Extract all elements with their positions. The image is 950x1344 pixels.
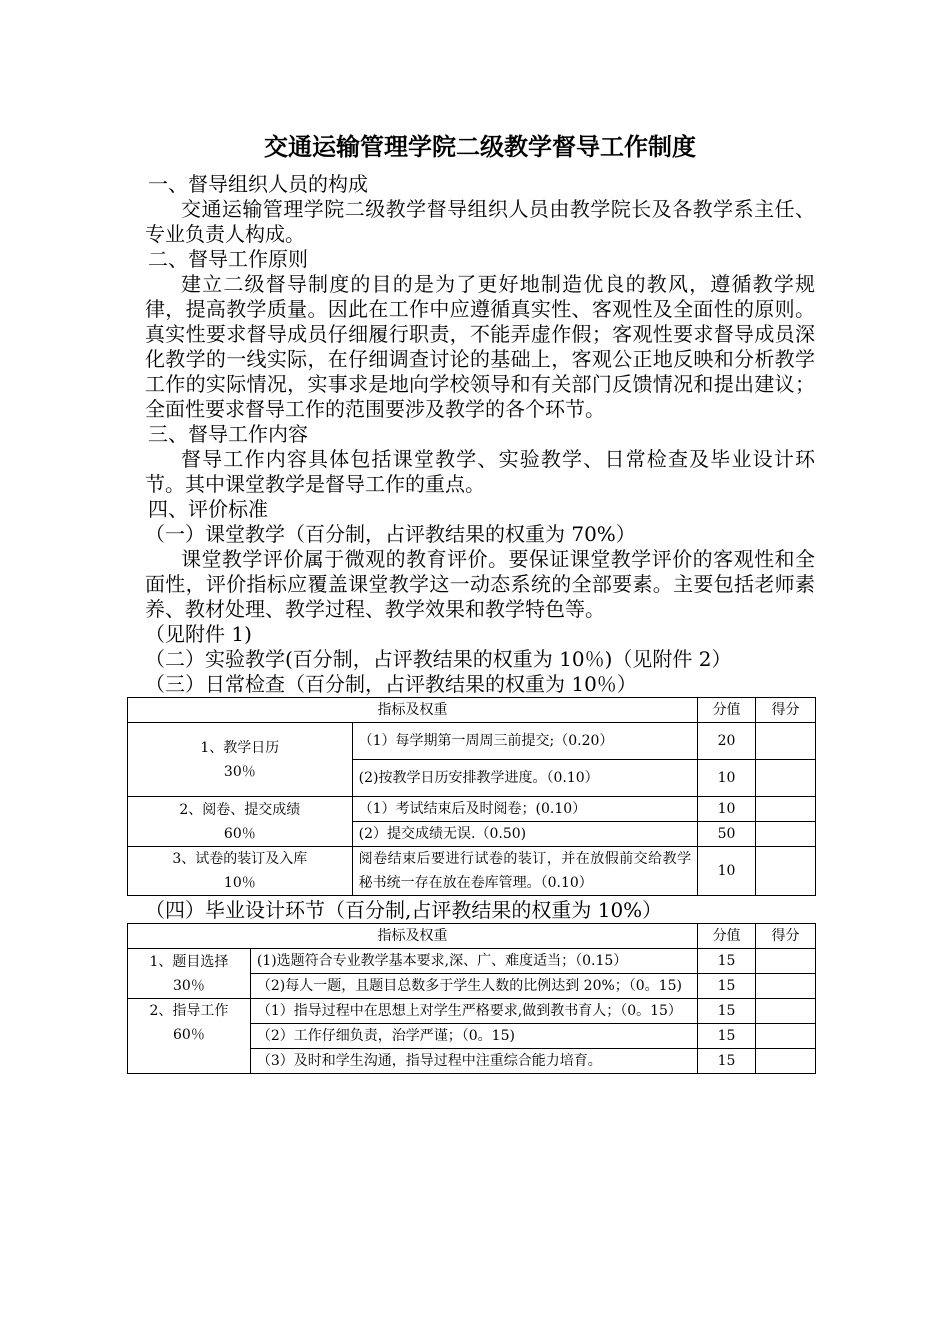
group-cell (128, 723, 353, 797)
section-3-body: 督导工作内容具体包括课堂教学、实验教学、日常检查及毕业设计环节。其中课堂教学是督导工作的重点。 (145, 447, 815, 496)
got-cell (756, 1024, 816, 1049)
section-1-heading: 一、督导组织人员的构成 (148, 172, 368, 196)
table-row (128, 723, 816, 760)
table-row (128, 847, 816, 896)
table-row (128, 999, 816, 1024)
header-score: 分值 (698, 924, 756, 949)
table-header-row (128, 924, 816, 949)
score-cell: 15 (698, 1024, 756, 1049)
group-weight: 30％ (223, 763, 256, 780)
score-cell: 15 (698, 1049, 756, 1074)
section-3-heading: 三、督导工作内容 (148, 422, 308, 446)
group-name: 2、阅卷、提交成绩 (179, 801, 301, 818)
daily-check-table (127, 697, 816, 896)
score-cell: 15 (698, 999, 756, 1024)
item-cell: (2)按教学日历安排教学进度。（0.10） (352, 760, 697, 797)
group-cell (128, 797, 353, 847)
got-cell (756, 999, 816, 1024)
header-got: 得分 (756, 924, 816, 949)
section-2-heading: 二、督导工作原则 (148, 247, 308, 271)
item-cell: （3）及时和学生沟通，指导过程中注重综合能力培育。 (250, 1049, 697, 1074)
got-cell (756, 760, 816, 797)
score-cell: 10 (698, 797, 756, 822)
document-page (145, 130, 815, 1074)
item-cell: （2)每人一题，且题目总数多于学生人数的比例达到 20%；（0。15) (250, 974, 697, 999)
got-cell (756, 1049, 816, 1074)
item-cell: (2）提交成绩无误.（0.50) (352, 822, 697, 847)
item-cell: （1）每学期第一周周三前提交;（0.20） (352, 723, 697, 760)
got-cell (756, 974, 816, 999)
group-weight: 60％ (223, 825, 256, 842)
score-cell: 15 (698, 949, 756, 974)
score-cell: 20 (698, 723, 756, 760)
section-4-1-body: 课堂教学评价属于微观的教育评价。要保证课堂教学评价的客观性和全面性，评价指标应覆盖课堂教学这一动态系统的全部要素。主要包括老师素养、教材处理、教学过程、教学效果和教学特色等。 (145, 547, 815, 621)
group-weight: 10％ (223, 875, 256, 891)
group-cell (128, 847, 353, 896)
section-2-body: 建立二级督导制度的目的是为了更好地制造优良的教风，遵循教学规律，提高教学质量。因此在工作中应遵循真实性、客观性及全面性的原则。真实性要求督导成员仔细履行职责，不能弄虚作假；客观性要求督导成员深化教学的一线实际，在仔细调查讨论的基础上，客观公正地反映和分析教学工作的实际情况，实事求是地向学校领导和有关部门反馈情况和提出建议；全面性要求督导工作的范围要涉及教学的各个环节。 (145, 272, 815, 421)
header-score: 分值 (698, 698, 756, 723)
table-row (128, 949, 816, 974)
section-4-4-heading: （四）毕业设计环节（百分制,占评教结果的权重为 10%） (145, 898, 663, 922)
table-header-row (128, 698, 816, 723)
group-cell (128, 999, 251, 1074)
score-cell: 10 (698, 847, 756, 896)
got-cell (756, 797, 816, 822)
section-4-1-heading: （一）课堂教学（百分制，占评教结果的权重为 70%） (145, 522, 636, 546)
group-name: 2、指导工作 (149, 1003, 229, 1019)
got-cell (756, 723, 816, 760)
section-4-2-heading: （二）实验教学(百分制，占评教结果的权重为 10％)（见附件 2） (145, 647, 732, 671)
item-cell: 阅卷结束后要进行试卷的装订，并在放假前交给教学秘书统一存在放在卷库管理。（0.10） (352, 847, 697, 896)
group-name: 1、教学日历 (200, 739, 280, 756)
group-cell (128, 949, 251, 999)
got-cell (756, 822, 816, 847)
table-row (128, 797, 816, 822)
section-1-body: 交通运输管理学院二级教学督导组织人员由教学院长及各教学系主任、专业负责人构成。 (145, 197, 815, 246)
item-cell: （2）工作仔细负责，治学严谨；（0。15) (250, 1024, 697, 1049)
header-indicator: 指标及权重 (128, 698, 698, 723)
document-title: 交通运输管理学院二级教学督导工作制度 (264, 132, 696, 161)
group-name: 1、题目选择 (149, 953, 229, 970)
score-cell: 10 (698, 760, 756, 797)
section-4-3-heading: （三）日常检查（百分制，占评教结果的权重为 10％） (145, 672, 637, 696)
group-weight: 30％ (173, 977, 205, 994)
score-cell: 15 (698, 974, 756, 999)
got-cell (756, 847, 816, 896)
item-cell: (1)选题符合专业教学基本要求,深、广、难度适当；（0.15） (250, 949, 697, 974)
group-weight: 60％ (173, 1027, 205, 1043)
item-cell: （1）考试结束后及时阅卷；(0.10） (352, 797, 697, 822)
header-got: 得分 (756, 698, 816, 723)
section-4-heading: 四、评价标准 (148, 497, 268, 521)
header-indicator: 指标及权重 (128, 924, 698, 949)
group-name: 3、试卷的装订及入库 (172, 851, 308, 867)
graduation-design-table (127, 923, 816, 1074)
item-cell: （1）指导过程中在思想上对学生严格要求,做到教书育人；（0。15） (250, 999, 697, 1024)
got-cell (756, 949, 816, 974)
score-cell: 50 (698, 822, 756, 847)
section-4-1-note: （见附件 1) (145, 622, 252, 646)
